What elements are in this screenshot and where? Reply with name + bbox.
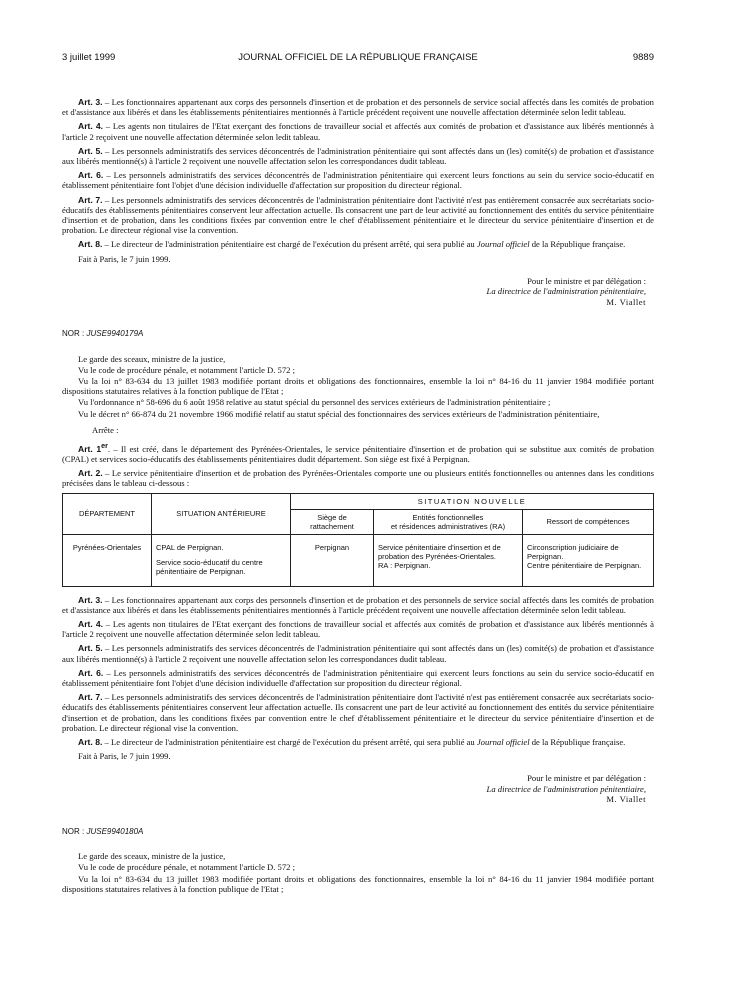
th-ressort: Ressort de compétences [523, 509, 654, 534]
th-departement: DÉPARTEMENT [63, 493, 152, 534]
th-situation-nouvelle: SITUATION NOUVELLE [291, 493, 654, 509]
a2-intro-0: Le garde des sceaux, ministre de la justice, [78, 353, 226, 364]
a2-arrete: Arrête : [92, 424, 119, 435]
a2-art-4: Art. 4. – Les agents non titulaires de l'Etat exerçant des fonctions de travailleur social et affectés aux comités de probation et d'assistance aux libérés mentionnés à l'article 2 reçoivent une nouvelle affectation déterminée selon ledit tableau. [62, 619, 654, 640]
a2-art-2: Art. 2. – Le service pénitentiaire d'insertion et de probation des Pyrénées-Orientales comporte une ou plusieurs entités fonctionnelles ou antennes dans les conditions précisées dans le tableau ci-dessous : [62, 468, 655, 489]
a1-art-6: Art. 6. – Les personnels administratifs des services déconcentrés de l'administration pénitentiaire qui exercent leurs fonctions au sein du service socio-éducatif en établissement pénitentiaire font l'objet d'une décision individuelle d'affectation sur proposition du directeur régional. [62, 170, 655, 191]
document-body [62, 97, 654, 895]
a1-art-4: Art. 4. – Les agents non titulaires de l'Etat exerçant des fonctions de travailleur social et affectés aux comités de probation et d'assistance aux libérés mentionnés à l'article 2 reçoivent une nouvelle affectation déterminée selon ledit tableau. [62, 121, 654, 142]
a2-intro-1: Vu le code de procédure pénale, et notamment l'article D. 572 ; [78, 364, 295, 375]
a2-art-1: Art. 1er. – Il est créé, dans le département des Pyrénées-Orientales, le service pénitentiaire d'insertion et de probation qui se substitue aux comités de probation (CPAL) et services socio-éducatifs des établissements pénitentiaires dudit département. Son siège est fixé à Perpignan. [62, 441, 654, 465]
th-entites: Entités fonctionnelles et résidences administratives (RA) [374, 509, 523, 534]
table-row [63, 534, 654, 586]
a1-art-8: Art. 8. – Le directeur de l'administration pénitentiaire est chargé de l'exécution du présent arrêté, qui sera publié au Journal officiel de la République française. [78, 239, 626, 250]
a1-art-3: Art. 3. – Les fonctionnaires appartenant aux corps des personnels d'insertion et de probation et des personnels de service social affectés dans les comités de probation et d'assistance aux libérés et dans les établissements pénitentiaires mentionnés à l'article précédent reçoivent une nouvelle affectation déterminée selon ledit tableau. [62, 97, 654, 118]
header-journal-title: JOURNAL OFFICIEL DE LA RÉPUBLIQUE FRANÇAISE [238, 52, 478, 63]
situation-table [62, 493, 654, 587]
a3-intro-2: Vu la loi n° 83-634 du 13 juillet 1983 modifiée portant droits et obligations des fonctionnaires, ensemble la loi n° 84-16 du 11 janvier 1984 modifiée portant dispositions statutaires relatives à la fonction publique de l'Etat ; [62, 873, 654, 894]
cell-siege: Perpignan [291, 534, 374, 586]
a2-nor: NOR : JUSE9940179A [62, 329, 144, 339]
header-date: 3 juillet 1999 [62, 52, 116, 63]
a2-art-6: Art. 6. – Les personnels administratifs des services déconcentrés de l'administration pénitentiaire qui exercent leurs fonctions au sein du service socio-éducatif en établissement pénitentiaire font l'objet d'une décision individuelle d'affectation sur proposition du directeur régional. [62, 667, 655, 689]
a3-intro-0: Le garde des sceaux, ministre de la justice, [78, 851, 226, 862]
a2-art-8: Art. 8. – Le directeur de l'administration pénitentiaire est chargé de l'exécution du présent arrêté, qui sera publié au Journal officiel de la République française. [78, 737, 626, 748]
a2-intro-2: Vu la loi n° 83-634 du 13 juillet 1983 modifiée portant droits et obligations des fonctionnaires, ensemble la loi n° 84-16 du 11 janvier 1984 modifiée portant dispositions statutaires relatives à la fonction publique de l'Etat ; [62, 375, 654, 397]
cell-entites: Service pénitentiaire d'insertion et de probation des Pyrénées-Orientales. RA : Perpignan. [374, 534, 523, 586]
cell-situation-anterieure: CPAL de Perpignan. Service socio-éducatif du centre pénitentiaire de Perpignan. [152, 534, 291, 586]
cell-ressort: Circonscription judiciaire de Perpignan. Centre pénitentiaire de Perpignan. [523, 534, 654, 586]
header-page-number: 9889 [632, 52, 654, 63]
a2-art-5: Art. 5. – Les personnels administratifs des services déconcentrés de l'administration pénitentiaire qui sont affectés dans un (les) comité(s) de probation et d'assistance aux libérés mentionné(s) à l'article 2 reçoivent une nouvelle affectation selon les correspondances dudit tableau. [62, 643, 654, 664]
a3-intro-1: Vu le code de procédure pénale, et notamment l'article D. 572 ; [78, 862, 295, 873]
a2-intro-3: Vu l'ordonnance n° 58-696 du 6 août 1958 relative au statut spécial du personnel des services extérieurs de l'administration pénitentiaire ; [78, 397, 551, 408]
cell-departement: Pyrénées-Orientales [63, 534, 152, 586]
a2-signature: Pour le ministre et par délégation : La directrice de l'administration pénitentiaire, M. Viallet [486, 773, 646, 805]
a2-intro-4: Vu le décret n° 66-874 du 21 novembre 1966 modifié relatif au statut spécial des fonctionnaires des services extérieurs de l'administration pénitentiaire, [78, 408, 600, 419]
a1-signature: Pour le ministre et par délégation : La directrice de l'administration pénitentiaire, M. Viallet [486, 275, 646, 307]
a2-art-7: Art. 7. – Les personnels administratifs des services déconcentrés de l'administration pénitentiaire dont l'activité n'est pas entièrement consacrée aux secrétariats socio-éducatifs des établissements pénitentiaires conservent leur affectation actuelle. Ils consacrent une part de leur activité au fonctionnement des entités du service pénitentiaire d'insertion et de probation, dans les conditions fixées par convention entre le chef d'établissement pénitentiaire et le directeur du service pénitentiaire d'insertion et de probation. Le directeur régional vise la convention. [62, 692, 654, 733]
a2-art-3: Art. 3. – Les fonctionnaires appartenant aux corps des personnels d'insertion et de probation et des personnels de service social affectés dans les comités de probation et d'assistance aux libérés et dans les établissements pénitentiaires mentionnés à l'article précédent reçoivent une nouvelle affectation déterminée selon ledit tableau. [62, 594, 654, 615]
th-situation-anterieure: SITUATION ANTÉRIEURE [152, 493, 291, 534]
a1-art-5: Art. 5. – Les personnels administratifs des services déconcentrés de l'administration pénitentiaire qui sont affectés dans un (les) comité(s) de probation et d'assistance aux libérés mentionné(s) à l'article 2 reçoivent une nouvelle affectation selon les correspondances dudit tableau. [62, 145, 654, 167]
a1-art-7: Art. 7. – Les personnels administratifs des services déconcentrés de l'administration pénitentiaire dont l'activité n'est pas entièrement consacrée aux secrétariats socio-éducatifs des établissements pénitentiaires conservent leur affectation actuelle. Ils consacrent une part de leur activité au fonctionnement des entités du service pénitentiaire d'insertion et de probation, dans les conditions fixées par convention entre le chef d'établissement pénitentiaire et le directeur du service pénitentiaire d'insertion et de probation. Le directeur régional vise la convention. [62, 194, 654, 236]
a1-fait: Fait à Paris, le 7 juin 1999. [78, 253, 171, 264]
a3-nor: NOR : JUSE9940180A [62, 826, 144, 836]
th-siege: Siège de rattachement [291, 509, 374, 534]
page-header [62, 52, 654, 66]
a2-fait: Fait à Paris, le 7 juin 1999. [78, 751, 171, 762]
